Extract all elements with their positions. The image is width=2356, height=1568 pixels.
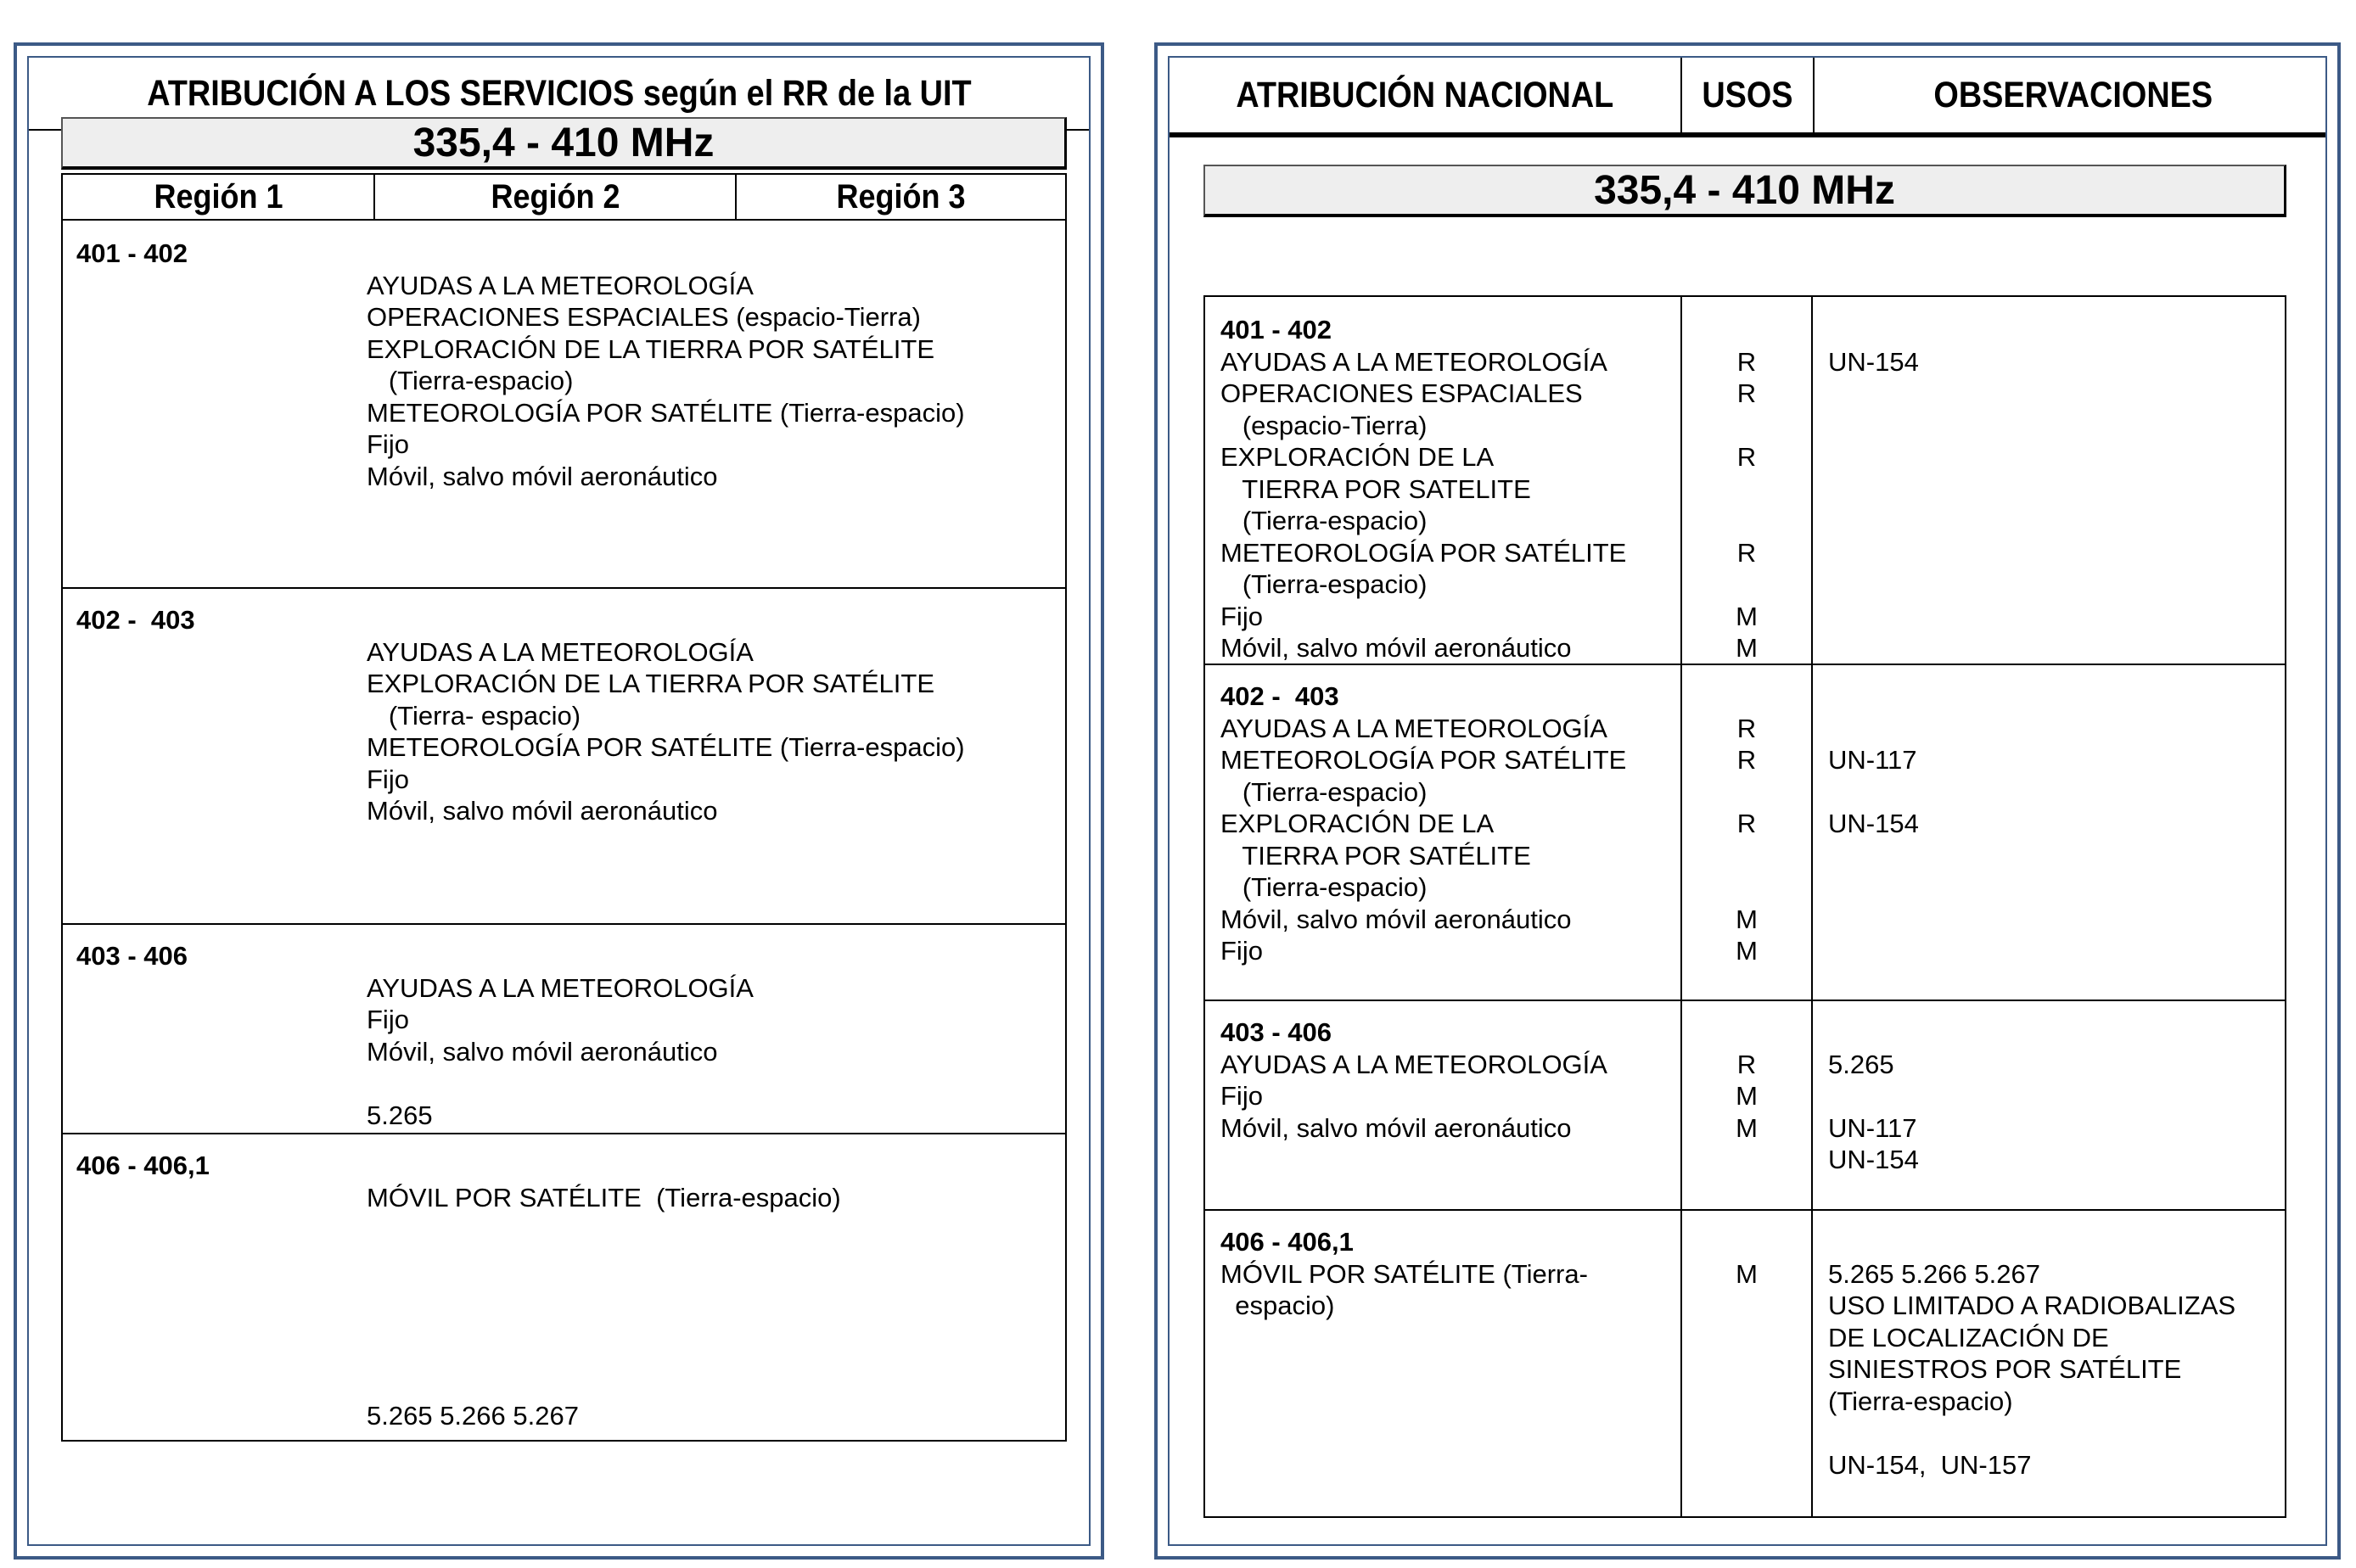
- header-usos: USOS: [1702, 74, 1793, 115]
- usage-code: M: [1736, 1112, 1758, 1143]
- allocation-line: Fijo: [1220, 936, 1263, 966]
- service-line: Fijo: [367, 764, 409, 794]
- allocation-line: METEOROLOGÍA POR SATÉLITE: [1220, 745, 1627, 775]
- service-line: (Tierra-espacio): [367, 366, 574, 395]
- usage-code: M: [1736, 1081, 1758, 1111]
- observation-line: (Tierra-espacio): [1828, 1386, 2013, 1416]
- region-2-label: Región 2: [490, 177, 620, 216]
- allocation-line: EXPLORACIÓN DE LA: [1220, 442, 1495, 472]
- allocation-line: Móvil, salvo móvil aeronáutico: [1220, 904, 1572, 934]
- service-line: Fijo: [367, 1005, 409, 1034]
- allocation-line: (Tierra-espacio): [1220, 569, 1428, 599]
- observation-line: 5.265 5.266 5.267: [1828, 1258, 2040, 1289]
- usage-code: R: [1736, 713, 1757, 743]
- service-line: Móvil, salvo móvil aeronáutico: [367, 461, 718, 491]
- service-line: AYUDAS A LA METEOROLOGÍA: [367, 636, 754, 667]
- allocation-line: MÓVIL POR SATÉLITE (Tierra-: [1220, 1258, 1588, 1289]
- allocation-line: TIERRA POR SATÉLITE: [1220, 840, 1531, 871]
- usage-code: M: [1736, 936, 1758, 966]
- allocation-line: espacio): [1220, 1291, 1335, 1320]
- row-divider: [63, 587, 1065, 589]
- allocation-line: (Tierra-espacio): [1220, 776, 1428, 807]
- national-allocation-frame: [1168, 56, 2327, 1546]
- itu-allocation-table: [61, 219, 1067, 1442]
- itu-allocation-panel: [14, 42, 1104, 1560]
- usage-code: R: [1736, 378, 1757, 408]
- service-line: [367, 1067, 754, 1100]
- allocation-line: (espacio-Tierra): [1220, 410, 1428, 440]
- observation-line: UN-154: [1828, 809, 1919, 838]
- service-line: Móvil, salvo móvil aeronáutico: [367, 1036, 718, 1067]
- service-line: 5.265: [367, 1100, 433, 1130]
- usage-code: M: [1736, 601, 1758, 631]
- usage-code: R: [1736, 809, 1757, 838]
- allocation-line: AYUDAS A LA METEOROLOGÍA: [1220, 346, 1607, 377]
- allocation-line: AYUDAS A LA METEOROLOGÍA: [1220, 713, 1607, 743]
- usage-code: R: [1736, 537, 1757, 568]
- service-list: [367, 972, 754, 1132]
- national-header-row: [1170, 58, 2325, 137]
- service-line: AYUDAS A LA METEOROLOGÍA: [367, 270, 754, 300]
- frequency-range: 401 - 402: [1220, 315, 1332, 344]
- national-allocation-panel: [1154, 42, 2341, 1560]
- usage-code: R: [1736, 442, 1757, 472]
- usage-code: M: [1736, 1258, 1758, 1289]
- itu-header-text: ATRIBUCIÓN A LOS SERVICIOS según el RR de la UIT: [146, 72, 972, 114]
- observation-line: UN-117: [1828, 745, 1917, 775]
- allocation-line: Fijo: [1220, 601, 1263, 631]
- allocation-line: METEOROLOGÍA POR SATÉLITE: [1220, 537, 1627, 568]
- observation-line: 5.265: [1828, 1049, 1894, 1079]
- frequency-range: 403 - 406: [76, 941, 188, 971]
- service-list: [367, 270, 965, 493]
- header-atribucion-nacional: ATRIBUCIÓN NACIONAL: [1236, 74, 1614, 115]
- frequency-range: 401 - 402: [76, 238, 188, 268]
- observation-line: USO LIMITADO A RADIOBALIZAS: [1828, 1291, 2236, 1320]
- row-divider: [1205, 1000, 2285, 1001]
- usage-code: R: [1736, 346, 1757, 377]
- service-line: Móvil, salvo móvil aeronáutico: [367, 796, 718, 826]
- row-divider: [63, 923, 1065, 925]
- allocation-line: (Tierra-espacio): [1220, 506, 1428, 535]
- allocation-line: Fijo: [1220, 1081, 1263, 1111]
- service-line: Fijo: [367, 429, 409, 459]
- usage-code: R: [1736, 1049, 1757, 1079]
- allocation-line: OPERACIONES ESPACIALES: [1220, 378, 1583, 408]
- frequency-range: 402 - 403: [76, 605, 195, 635]
- itu-allocation-frame: [27, 56, 1091, 1546]
- national-allocation-table: [1203, 295, 2286, 1518]
- frequency-range: 402 - 403: [1220, 681, 1339, 711]
- frequency-range: 403 - 406: [1220, 1017, 1332, 1047]
- band-title-left: 335,4 - 410 MHz: [61, 117, 1067, 170]
- observation-line: DE LOCALIZACIÓN DE: [1828, 1322, 2109, 1352]
- column-divider: [1811, 297, 1813, 1516]
- row-divider: [1205, 1209, 2285, 1211]
- service-line: (Tierra- espacio): [367, 700, 581, 731]
- observation-line: UN-154: [1828, 346, 1919, 377]
- allocation-line: EXPLORACIÓN DE LA: [1220, 809, 1495, 838]
- service-line: EXPLORACIÓN DE LA TIERRA POR SATÉLITE: [367, 333, 934, 364]
- usage-code: M: [1736, 633, 1758, 663]
- header-observaciones: OBSERVACIONES: [1933, 74, 2213, 115]
- allocation-line: AYUDAS A LA METEOROLOGÍA: [1220, 1049, 1607, 1079]
- usage-code: R: [1736, 745, 1757, 775]
- allocation-line: Móvil, salvo móvil aeronáutico: [1220, 1112, 1572, 1143]
- allocation-line: Móvil, salvo móvil aeronáutico: [1220, 633, 1572, 663]
- service-line: OPERACIONES ESPACIALES (espacio-Tierra): [367, 302, 921, 332]
- frequency-range: 406 - 406,1: [76, 1151, 210, 1180]
- observation-line: UN-154: [1828, 1145, 1919, 1174]
- usage-code: M: [1736, 904, 1758, 934]
- allocation-line: (Tierra-espacio): [1220, 872, 1428, 902]
- service-list: [367, 636, 965, 827]
- observation-line: UN-117: [1828, 1112, 1917, 1143]
- region-header-row: [61, 173, 1067, 221]
- row-divider: [63, 1133, 1065, 1134]
- region-1-label: Región 1: [153, 177, 283, 216]
- allocation-line: TIERRA POR SATELITE: [1220, 473, 1531, 504]
- service-line: METEOROLOGÍA POR SATÉLITE (Tierra-espacio): [367, 397, 965, 428]
- observation-line: UN-154, UN-157: [1828, 1449, 2032, 1480]
- region-3-label: Región 3: [836, 177, 966, 216]
- footnote-reference: 5.265 5.266 5.267: [367, 1401, 579, 1431]
- service-line: EXPLORACIÓN DE LA TIERRA POR SATÉLITE: [367, 669, 934, 698]
- service-line: AYUDAS A LA METEOROLOGÍA: [367, 972, 754, 1003]
- service-list: [367, 1182, 841, 1214]
- frequency-range: 406 - 406,1: [1220, 1227, 1354, 1257]
- service-line: MÓVIL POR SATÉLITE (Tierra-espacio): [367, 1182, 841, 1212]
- service-line: METEOROLOGÍA POR SATÉLITE (Tierra-espacio): [367, 732, 965, 762]
- observation-line: SINIESTROS POR SATÉLITE: [1828, 1354, 2182, 1384]
- band-title-right: 335,4 - 410 MHz: [1203, 165, 2286, 217]
